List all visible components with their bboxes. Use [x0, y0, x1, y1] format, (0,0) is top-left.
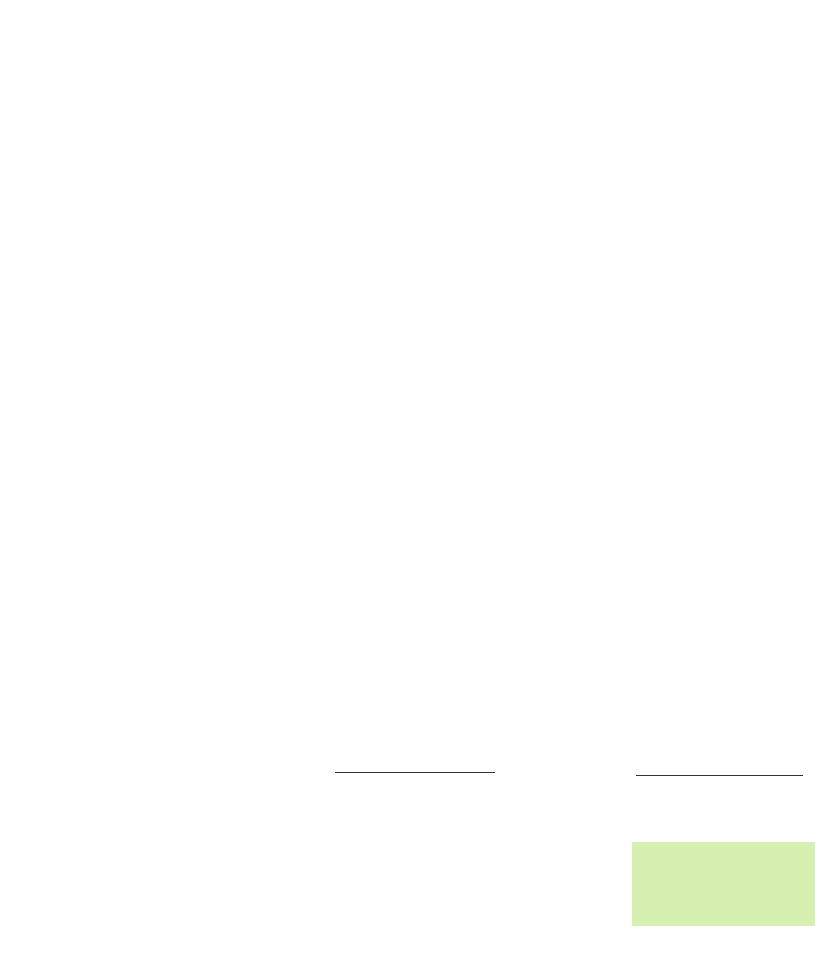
sticky-note: [632, 842, 815, 926]
next-exam-field[interactable]: [335, 772, 495, 773]
